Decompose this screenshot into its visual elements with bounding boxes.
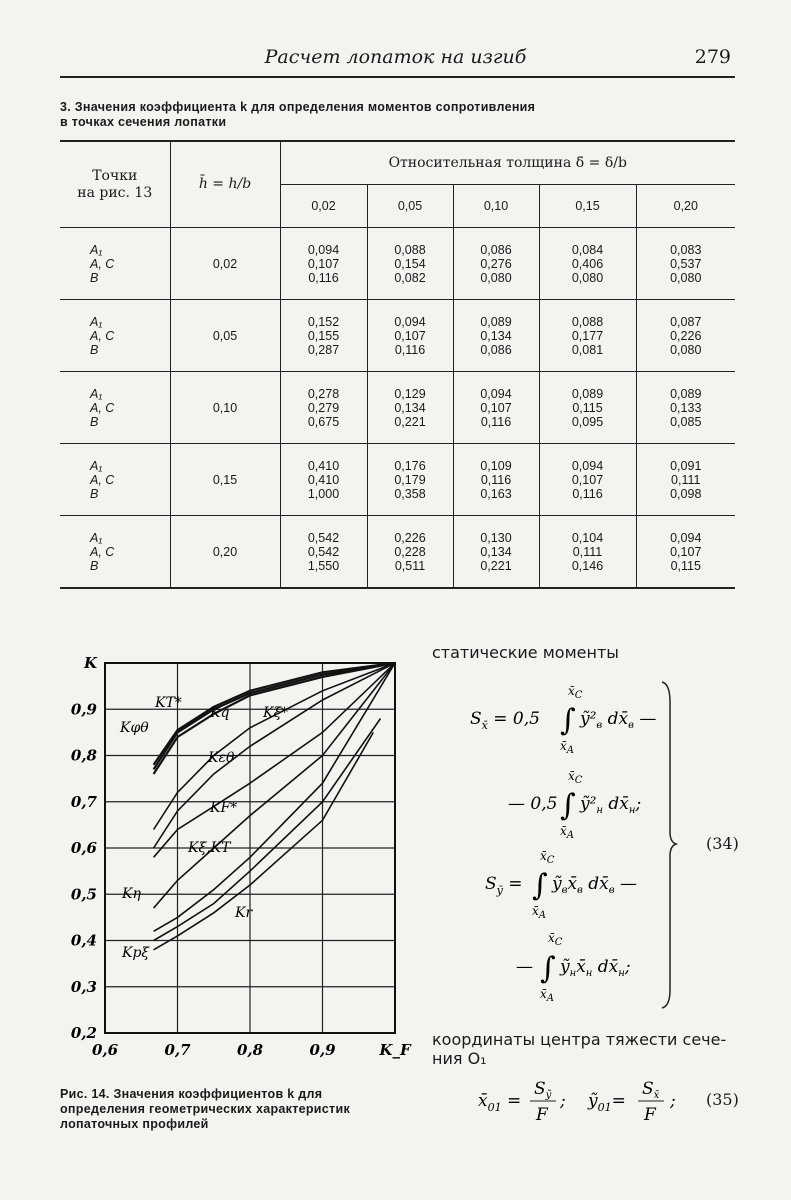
value: 0,116 xyxy=(480,414,512,429)
thickness-header: 0,02 xyxy=(280,185,367,228)
value: 0,221 xyxy=(480,558,512,573)
value: 0,082 xyxy=(394,270,426,285)
value-cell xyxy=(636,228,735,300)
x-tick-label: K_F xyxy=(379,1041,411,1059)
point-label: A₁ xyxy=(90,530,103,545)
value: 0,109 xyxy=(480,458,512,473)
y-tick-label: 0,9 xyxy=(70,700,97,719)
value: 0,410 xyxy=(307,472,340,487)
value: 0,098 xyxy=(670,486,702,501)
center-line: координаты центра тяжести сече- xyxy=(432,1030,727,1049)
value-cell xyxy=(367,444,453,516)
svg-text:x̄A: $x̄_A$ xyxy=(560,824,575,841)
value-cell xyxy=(280,516,367,589)
center-line: ния O₁ xyxy=(432,1049,487,1068)
header-points-line: на рис. 13 xyxy=(77,184,153,201)
svg-text:x̄01 =: $x̄_{01}$ = xyxy=(478,1091,522,1114)
figure-caption-line: Рис. 14. Значения коэффициентов k для xyxy=(60,1087,323,1101)
svg-text:x̄C: $x̄_C$ xyxy=(568,769,583,786)
value: 0,133 xyxy=(670,400,702,415)
points-cell xyxy=(60,372,170,444)
thickness-header: 0,10 xyxy=(453,185,539,228)
value: 0,115 xyxy=(670,558,701,573)
table-row xyxy=(60,228,735,300)
series-line-7 xyxy=(154,663,395,931)
value: 0,094 xyxy=(307,242,340,257)
point-label: A₁ xyxy=(90,386,103,401)
series-line-5 xyxy=(154,663,395,857)
value: 0,107 xyxy=(480,400,512,415)
value: 0,163 xyxy=(480,486,512,501)
y-tick-label: 0,6 xyxy=(70,839,97,857)
value: 0,542 xyxy=(307,530,340,545)
table-caption xyxy=(60,100,740,130)
x-tick-label: 0,7 xyxy=(164,1041,191,1059)
value-cell xyxy=(280,444,367,516)
table-row xyxy=(60,444,735,516)
page-number: 279 xyxy=(694,46,731,68)
value: 0,116 xyxy=(480,472,512,487)
svg-text:x̄C: $x̄_C$ xyxy=(568,684,583,701)
point-label: B xyxy=(90,558,99,573)
svg-text:F: F xyxy=(644,1105,656,1125)
point-label: B xyxy=(90,342,99,357)
value: 1,550 xyxy=(307,558,340,573)
series-line-9 xyxy=(154,732,374,949)
value: 0,080 xyxy=(571,270,604,285)
value: 0,358 xyxy=(394,486,426,501)
value-cell xyxy=(636,300,735,372)
value: 0,542 xyxy=(307,544,340,559)
value: 0,091 xyxy=(670,458,702,473)
svg-text:x̄A: $x̄_A$ xyxy=(532,904,547,921)
curve-label: Kη xyxy=(122,886,141,902)
svg-text:ỹвx̄в dx̄в —: $ỹ_вx̄_в$ $dx̄_в$ — xyxy=(552,874,637,896)
series-line-6 xyxy=(154,663,395,908)
header-rel-thickness: Относительная толщина δ̄ = δ/b xyxy=(280,141,735,185)
point-label: A₁ xyxy=(90,458,103,473)
point-label: A, C xyxy=(90,472,115,487)
value-cell xyxy=(539,444,636,516)
figure-caption xyxy=(60,1087,390,1132)
coefficient-table xyxy=(60,140,735,589)
value: 0,134 xyxy=(480,328,512,343)
points-cell xyxy=(60,228,170,300)
svg-text:x̄C: $x̄_C$ xyxy=(540,849,555,866)
curve-label: Kr xyxy=(235,905,253,921)
equation-34-block xyxy=(440,672,740,1012)
value: 0,086 xyxy=(480,242,512,257)
value: 0,089 xyxy=(571,386,604,401)
value-cell xyxy=(636,444,735,516)
value: 0,107 xyxy=(307,256,340,271)
y-tick-label: 0,7 xyxy=(70,792,97,811)
value: 0,083 xyxy=(670,242,702,257)
svg-text:—: — xyxy=(516,957,533,977)
value: 0,089 xyxy=(670,386,702,401)
hbar-cell: 0,05 xyxy=(170,300,280,372)
value: 0,279 xyxy=(307,400,340,415)
y-tick-label: 0,8 xyxy=(70,746,97,765)
svg-text:∫: ∫ xyxy=(560,788,576,823)
header-points-line: Точки xyxy=(92,167,138,184)
point-label: A, C xyxy=(90,400,115,415)
y-tick-label: 0,4 xyxy=(70,931,97,950)
svg-text:ỹ01=: ỹ$_{01}$= xyxy=(588,1091,626,1114)
svg-text:∫: ∫ xyxy=(560,703,576,738)
value: 0,104 xyxy=(571,530,604,545)
svg-text:∫: ∫ xyxy=(532,868,548,903)
svg-text:x̄C: $x̄_C$ xyxy=(548,931,563,948)
value-cell xyxy=(636,516,735,589)
static-moments-label: статические моменты xyxy=(432,643,619,662)
value: 0,146 xyxy=(571,558,604,573)
value: 0,089 xyxy=(480,314,512,329)
value: 0,130 xyxy=(480,530,512,545)
value-cell xyxy=(453,300,539,372)
value: 0,154 xyxy=(394,256,426,271)
equation-35 xyxy=(470,1074,690,1134)
curve-label: Kξ,KT xyxy=(188,840,231,856)
value: 0,088 xyxy=(394,242,426,257)
svg-text:x̄A: $x̄_A$ xyxy=(560,739,575,756)
value: 0,278 xyxy=(307,386,340,401)
value: 0,107 xyxy=(670,544,702,559)
x-tick-label: 0,6 xyxy=(91,1041,119,1059)
value: 0,179 xyxy=(394,472,426,487)
points-cell xyxy=(60,444,170,516)
value: 0,116 xyxy=(308,270,339,285)
value-cell xyxy=(539,372,636,444)
value: 0,226 xyxy=(394,530,426,545)
thickness-header: 0,05 xyxy=(367,185,453,228)
header-rule xyxy=(60,76,735,78)
value: 0,081 xyxy=(571,342,604,357)
running-header-title: Расчет лопаток на изгиб xyxy=(264,46,527,68)
y-tick-label: K xyxy=(83,654,97,672)
value: 0,094 xyxy=(480,386,512,401)
point-label: B xyxy=(90,270,99,285)
curve-label: Kεθ xyxy=(208,750,235,766)
value-cell xyxy=(453,372,539,444)
value: 0,084 xyxy=(571,242,604,257)
value-cell xyxy=(367,300,453,372)
svg-text:ỹнx̄н dx̄н;: $ỹ_нx̄_н$ $dx̄_н$; xyxy=(560,957,631,979)
value: 0,276 xyxy=(480,256,512,271)
point-label: A₁ xyxy=(90,314,103,329)
svg-text:x̄A: $x̄_A$ xyxy=(540,987,555,1004)
value: 0,111 xyxy=(572,544,603,559)
value: 0,675 xyxy=(307,414,340,429)
svg-text:;: ; xyxy=(670,1091,676,1111)
value: 0,511 xyxy=(394,558,426,573)
value: 0,080 xyxy=(670,342,702,357)
value: 0,094 xyxy=(670,530,702,545)
y-tick-label: 0,5 xyxy=(70,885,97,904)
value: 0,129 xyxy=(394,386,426,401)
point-label: A₁ xyxy=(90,242,103,257)
value: 0,221 xyxy=(394,414,426,429)
value-cell xyxy=(453,444,539,516)
value: 0,107 xyxy=(571,472,604,487)
value: 0,177 xyxy=(571,328,604,343)
y-tick-label: 0,2 xyxy=(70,1024,97,1042)
value-cell xyxy=(453,228,539,300)
value-cell xyxy=(539,516,636,589)
value: 0,080 xyxy=(480,270,512,285)
value: 0,134 xyxy=(480,544,512,559)
value: 0,086 xyxy=(480,342,512,357)
svg-text:Sỹ: $S_ỹ$ xyxy=(534,1079,552,1101)
value-cell xyxy=(539,300,636,372)
equation-number-34: (34) xyxy=(706,834,739,853)
points-cell xyxy=(60,300,170,372)
curve-label: KF* xyxy=(210,800,238,816)
thickness-header: 0,20 xyxy=(636,185,735,228)
value: 0,537 xyxy=(670,256,702,271)
value-cell xyxy=(367,228,453,300)
equation-number-35: (35) xyxy=(706,1090,739,1109)
value-cell xyxy=(539,228,636,300)
svg-text:Sỹ =: $S_ỹ$ = xyxy=(485,874,523,897)
curve-label: Kq xyxy=(210,705,230,721)
value: 0,094 xyxy=(571,458,604,473)
curve-label: KT* xyxy=(155,695,182,711)
curve-label: Kpξ xyxy=(122,945,150,961)
value: 0,095 xyxy=(571,414,604,429)
value: 0,134 xyxy=(394,400,426,415)
value-cell xyxy=(367,516,453,589)
hbar-cell: 0,15 xyxy=(170,444,280,516)
value: 0,085 xyxy=(670,414,702,429)
svg-text:ỹ²н dx̄н;: $ỹ^2_н$ $dx̄_н$; xyxy=(580,794,642,816)
thickness-header: 0,15 xyxy=(539,185,636,228)
value: 0,155 xyxy=(307,328,340,343)
value: 0,410 xyxy=(307,458,340,473)
value: 0,226 xyxy=(670,328,702,343)
value: 0,228 xyxy=(394,544,426,559)
curve-label: Kξ* xyxy=(263,705,289,721)
point-label: A, C xyxy=(90,328,115,343)
value: 0,087 xyxy=(670,314,702,329)
value: 0,152 xyxy=(307,314,340,329)
curve-label: Kφθ xyxy=(120,720,149,736)
value-cell xyxy=(280,228,367,300)
table-row xyxy=(60,372,735,444)
table-row xyxy=(60,300,735,372)
svg-text:∫: ∫ xyxy=(540,951,556,986)
series-line-8 xyxy=(154,719,381,941)
header-points xyxy=(60,141,170,228)
y-tick-label: 0,3 xyxy=(70,977,97,996)
value: 0,080 xyxy=(670,270,702,285)
table-caption-line: 3. Значения коэффициента k для определения моментов сопротивления xyxy=(60,100,536,114)
center-of-gravity-text xyxy=(432,1030,742,1068)
value-cell xyxy=(280,300,367,372)
header-hbar: h̄ = h/b xyxy=(170,141,280,228)
svg-text:Sx̄: $S_{x̄}$ xyxy=(642,1079,660,1101)
figure-14-chart xyxy=(60,645,411,1065)
svg-text:Sx̄ = 0,5: $S_{x̄} = 0,5$ xyxy=(470,709,540,732)
x-tick-label: 0,8 xyxy=(236,1041,264,1059)
point-label: B xyxy=(90,486,99,501)
value-cell xyxy=(453,516,539,589)
value: 0,406 xyxy=(571,256,604,271)
value-cell xyxy=(636,372,735,444)
value: 0,111 xyxy=(671,472,701,487)
value: 0,115 xyxy=(572,400,603,415)
svg-text:;: ; xyxy=(560,1091,566,1111)
value: 0,088 xyxy=(571,314,604,329)
points-cell xyxy=(60,516,170,589)
svg-text:— 0,5: — 0,5 xyxy=(508,794,558,814)
table-row xyxy=(60,516,735,589)
point-label: A, C xyxy=(90,256,115,271)
svg-text:ỹ²в dx̄в —: $ỹ^2_в$ $dx̄_в$ — xyxy=(580,709,657,731)
x-tick-label: 0,9 xyxy=(309,1041,336,1059)
value: 0,107 xyxy=(394,328,426,343)
table-caption-line: в точках сечения лопатки xyxy=(60,115,227,129)
point-label: B xyxy=(90,414,99,429)
value-cell xyxy=(280,372,367,444)
value: 0,116 xyxy=(572,486,603,501)
figure-caption-line: лопаточных профилей xyxy=(60,1117,209,1131)
hbar-cell: 0,20 xyxy=(170,516,280,589)
svg-text:F: F xyxy=(536,1105,548,1125)
value: 0,116 xyxy=(394,342,426,357)
value: 1,000 xyxy=(307,486,340,501)
value: 0,094 xyxy=(394,314,426,329)
value: 0,287 xyxy=(307,342,340,357)
value-cell xyxy=(367,372,453,444)
figure-caption-line: определения геометрических характеристик xyxy=(60,1102,351,1116)
hbar-cell: 0,10 xyxy=(170,372,280,444)
point-label: A, C xyxy=(90,544,115,559)
value: 0,176 xyxy=(394,458,426,473)
hbar-cell: 0,02 xyxy=(170,228,280,300)
